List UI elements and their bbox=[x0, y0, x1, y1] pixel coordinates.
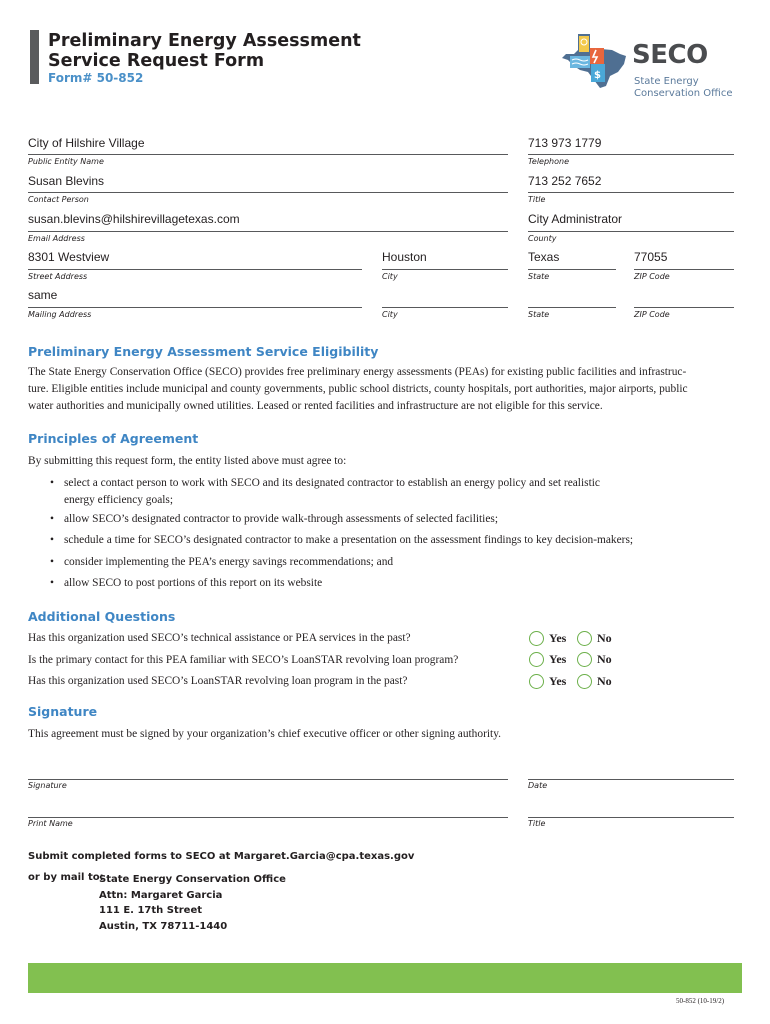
street-address-field[interactable]: 8301 Westview bbox=[28, 250, 110, 264]
signature-label: Signature bbox=[28, 781, 67, 790]
mailing-label: Mailing Address bbox=[28, 310, 92, 319]
texas-map-energy-icon bbox=[560, 30, 632, 90]
city-label: City bbox=[382, 272, 398, 281]
state-field[interactable]: Texas bbox=[528, 250, 560, 264]
county-line bbox=[528, 231, 734, 232]
mailing-zip-label: ZIP Code bbox=[634, 310, 670, 319]
mailing-address-field[interactable]: same bbox=[28, 288, 58, 302]
question-text: Has this organization used SECO’s LoanSTAR revolving loan program in the past? bbox=[28, 675, 408, 687]
principle-item: • allow SECO’s designated contractor to provide walk-through assessments of selected facilities; bbox=[50, 513, 499, 525]
no-label: No bbox=[597, 631, 612, 645]
date-label: Date bbox=[528, 781, 548, 790]
principle-item: • select a contact person to work with SECO and its designated contractor to establish an energy policy and set realistic energy efficiency goals; bbox=[50, 477, 600, 506]
header-accent-bar bbox=[30, 30, 39, 84]
email-field[interactable]: susan.blevins@hilshirevillagetexas.com bbox=[28, 212, 240, 226]
print-name-label: Print Name bbox=[28, 819, 73, 828]
form-revision-code: 50-852 (10-19/2) bbox=[676, 997, 725, 1005]
county-field[interactable]: City Administrator bbox=[528, 212, 623, 226]
mailing-zip-line bbox=[634, 307, 734, 308]
question-text: Has this organization used SECO’s technical assistance or PEA services in the past? bbox=[28, 632, 411, 644]
yes-label: Yes bbox=[549, 674, 567, 688]
state-label: State bbox=[528, 272, 550, 281]
form-title: Preliminary Energy Assessment Service Request Form bbox=[48, 31, 361, 71]
principles-intro: By submitting this request form, the entity listed above must agree to: bbox=[28, 455, 347, 467]
principle-item: • schedule a time for SECO’s designated contractor to make a presentation on the assessment findings to key decision-makers; bbox=[50, 534, 634, 546]
mail-prefix: or by mail to: bbox=[28, 872, 104, 883]
question-1-yes-radio[interactable] bbox=[529, 631, 544, 646]
mailing-line bbox=[28, 307, 362, 308]
street-line bbox=[28, 269, 362, 270]
email-line bbox=[28, 231, 508, 232]
telephone-field[interactable]: 713 973 1779 bbox=[528, 136, 602, 150]
signer-title-label: Title bbox=[528, 819, 546, 828]
contact-person-line bbox=[28, 192, 508, 193]
email-label: Email Address bbox=[28, 234, 85, 243]
title-line bbox=[528, 192, 734, 193]
submit-instructions: Submit completed forms to SECO at Margaret.Garcia@cpa.texas.gov bbox=[28, 851, 415, 862]
contact-person-field[interactable]: Susan Blevins bbox=[28, 174, 105, 188]
zip-line bbox=[634, 269, 734, 270]
mailing-state-label: State bbox=[528, 310, 550, 319]
title-field[interactable]: 713 252 7652 bbox=[528, 174, 602, 188]
date-line[interactable] bbox=[528, 779, 734, 780]
svg-text:$: $ bbox=[594, 70, 601, 81]
telephone-line bbox=[528, 154, 734, 155]
contact-person-label: Contact Person bbox=[28, 195, 89, 204]
county-label: County bbox=[528, 234, 557, 243]
state-line bbox=[528, 269, 616, 270]
title-label: Title bbox=[528, 195, 546, 204]
city-field[interactable]: Houston bbox=[382, 250, 427, 264]
eligibility-heading: Preliminary Energy Assessment Service Eligibility bbox=[28, 344, 379, 359]
signer-title-line[interactable] bbox=[528, 817, 734, 818]
mailing-city-label: City bbox=[382, 310, 398, 319]
question-2-yes-radio[interactable] bbox=[529, 652, 544, 667]
footer-bar bbox=[28, 963, 742, 993]
entity-name-line bbox=[28, 154, 508, 155]
eligibility-text: The State Energy Conservation Office (SECO) provides free preliminary energy assessments (PEAs) for existing public facilities and infrastruc- ture. Eligible entities include municipal and county governments, public school districts, county hospitals, port authorities, major airports, public water authorities and municipally owned utilities. Leased or rented facilities and infrastructure are not eligible for this service. bbox=[28, 366, 688, 412]
zip-label: ZIP Code bbox=[634, 272, 670, 281]
logo-subtitle: State Energy Conservation Office bbox=[634, 76, 733, 99]
principle-item: • consider implementing the PEA’s energy savings recommendations; and bbox=[50, 556, 394, 568]
yes-label: Yes bbox=[549, 631, 567, 645]
signature-text: This agreement must be signed by your organization’s chief executive officer or other signing authority. bbox=[28, 728, 501, 740]
telephone-label: Telephone bbox=[528, 157, 569, 166]
principles-heading: Principles of Agreement bbox=[28, 431, 199, 446]
street-label: Street Address bbox=[28, 272, 88, 281]
zip-field[interactable]: 77055 bbox=[634, 250, 668, 264]
yes-label: Yes bbox=[549, 652, 567, 666]
mailing-address-block: State Energy Conservation Office Attn: Margaret Garcia 111 E. 17th Street Austin, TX 78711-1440 bbox=[99, 874, 286, 932]
question-text: Is the primary contact for this PEA familiar with SECO’s LoanSTAR revolving loan program? bbox=[28, 654, 459, 666]
question-3-yes-radio[interactable] bbox=[529, 674, 544, 689]
no-label: No bbox=[597, 674, 612, 688]
mailing-city-line bbox=[382, 307, 508, 308]
signature-heading: Signature bbox=[28, 704, 98, 719]
logo-name: SECO bbox=[632, 40, 708, 70]
city-line bbox=[382, 269, 508, 270]
entity-name-label: Public Entity Name bbox=[28, 157, 104, 166]
question-2-no-radio[interactable] bbox=[577, 652, 592, 667]
question-1-no-radio[interactable] bbox=[577, 631, 592, 646]
form-number: Form# 50-852 bbox=[48, 71, 144, 85]
print-name-line[interactable] bbox=[28, 817, 508, 818]
entity-name-field[interactable]: City of Hilshire Village bbox=[28, 136, 145, 150]
no-label: No bbox=[597, 652, 612, 666]
principle-item: • allow SECO to post portions of this report on its website bbox=[50, 577, 323, 589]
question-3-no-radio[interactable] bbox=[577, 674, 592, 689]
signature-line[interactable] bbox=[28, 779, 508, 780]
questions-heading: Additional Questions bbox=[28, 609, 176, 624]
mailing-state-line bbox=[528, 307, 616, 308]
